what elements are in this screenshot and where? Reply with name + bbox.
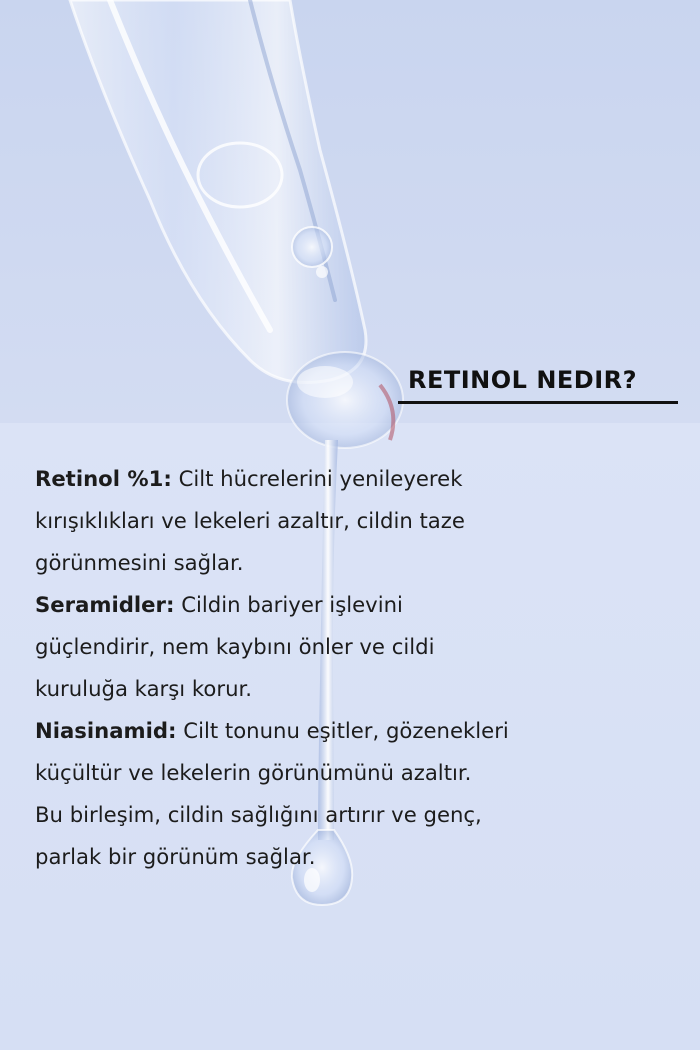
- item-term-niasinamid: Niasinamid:: [35, 718, 177, 743]
- title-underline: [398, 401, 678, 404]
- item-seramidler-line-2: güçlendirir, nem kaybını önler ve cildi: [35, 634, 435, 659]
- item-retinol-line-2: kırışıklıkları ve lekeleri azaltır, cildin taze: [35, 508, 465, 533]
- item-retinol-line-1: Retinol %1: Cilt hücrelerini yenileyerek: [35, 466, 463, 491]
- item-niasinamid-line-2: küçültür ve lekelerin görünümünü azaltır.: [35, 760, 472, 785]
- description-text: [35, 458, 675, 878]
- item-term-seramidler: Seramidler:: [35, 592, 175, 617]
- page-title: RETINOL NEDIR?: [408, 366, 638, 394]
- summary-line-2: parlak bir görünüm sağlar.: [35, 844, 316, 869]
- item-retinol-line-3: görünmesini sağlar.: [35, 550, 244, 575]
- item-seramidler-line-1: Seramidler: Cildin bariyer işlevini: [35, 592, 403, 617]
- item-seramidler-line-3: kuruluğa karşı korur.: [35, 676, 253, 701]
- summary-line-1: Bu birleşim, cildin sağlığını artırır ve genç,: [35, 802, 482, 827]
- item-niasinamid-line-1: Niasinamid: Cilt tonunu eşitler, gözenekleri: [35, 718, 509, 743]
- item-term-retinol: Retinol %1:: [35, 466, 172, 491]
